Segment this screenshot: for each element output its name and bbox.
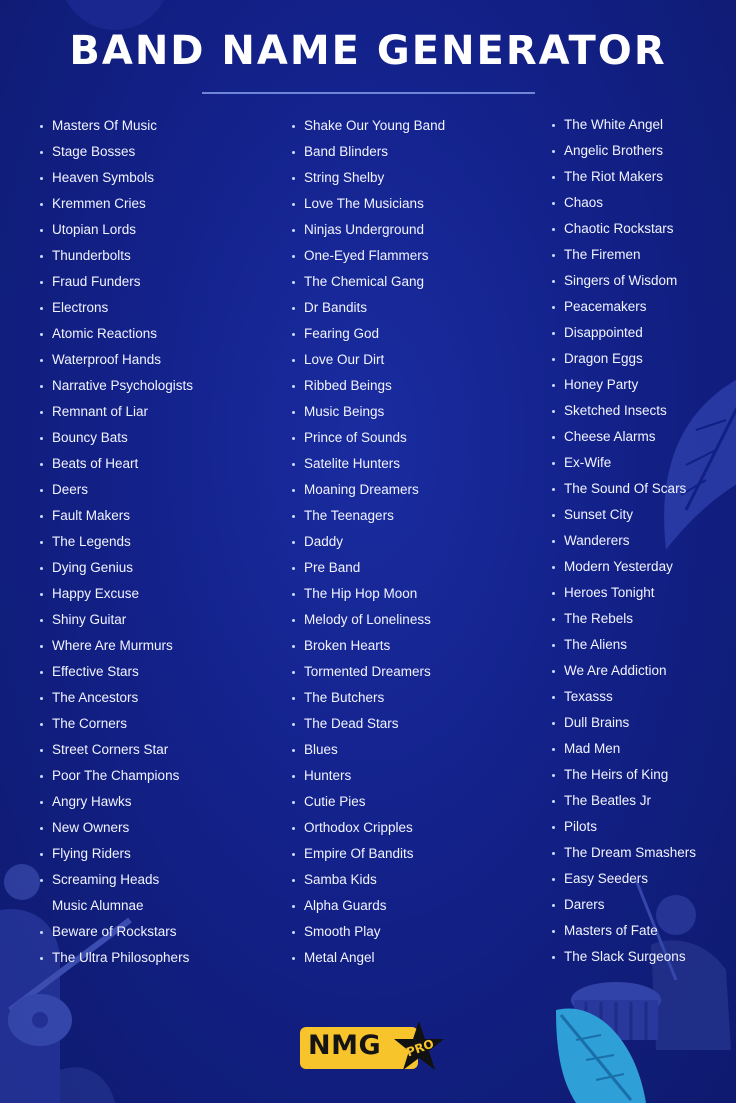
list-item: Prince of Sounds xyxy=(292,426,445,452)
list-item: Empire Of Bandits xyxy=(292,842,445,868)
list-item: Angry Hawks xyxy=(40,790,193,816)
logo-text: NMG xyxy=(308,1030,382,1061)
list-item: Ex-Wife xyxy=(552,451,696,477)
list-item: New Owners xyxy=(40,816,193,842)
list-item: Music Beings xyxy=(292,400,445,426)
list-item: Beats of Heart xyxy=(40,452,193,478)
list-item: Ninjas Underground xyxy=(292,218,445,244)
list-item: Masters Of Music xyxy=(40,114,193,140)
list-item: Mad Men xyxy=(552,737,696,763)
list-item: Shiny Guitar xyxy=(40,608,193,634)
list-item: Peacemakers xyxy=(552,295,696,321)
list-item: Orthodox Cripples xyxy=(292,816,445,842)
list-item: Street Corners Star xyxy=(40,738,193,764)
list-item: Chaos xyxy=(552,191,696,217)
list-item: Pilots xyxy=(552,815,696,841)
list-item: Beware of Rockstars xyxy=(40,920,193,946)
list-item: Atomic Reactions xyxy=(40,322,193,348)
list-item: Waterproof Hands xyxy=(40,348,193,374)
list-item: Masters of Fate xyxy=(552,919,696,945)
band-name-list-column-3 xyxy=(552,113,696,971)
list-item: The White Angel xyxy=(552,113,696,139)
list-item: Electrons xyxy=(40,296,193,322)
list-item: Screaming Heads xyxy=(40,868,193,894)
leaf-decoration-icon xyxy=(60,0,170,30)
list-item: Music Alumnae xyxy=(52,898,144,913)
list-item: Texasss xyxy=(552,685,696,711)
list-item: Cheese Alarms xyxy=(552,425,696,451)
list-item: Darers xyxy=(552,893,696,919)
page-title: BAND NAME GENERATOR xyxy=(69,28,667,74)
list-item: Fearing God xyxy=(292,322,445,348)
list-item: The Slack Surgeons xyxy=(552,945,696,971)
list-item: Kremmen Cries xyxy=(40,192,193,218)
list-item: Angelic Brothers xyxy=(552,139,696,165)
list-item: Easy Seeders xyxy=(552,867,696,893)
list-item: Alpha Guards xyxy=(292,894,445,920)
list-item: Utopian Lords xyxy=(40,218,193,244)
list-item: Disappointed xyxy=(552,321,696,347)
list-item: Narrative Psychologists xyxy=(40,374,193,400)
plant-leaf-icon xyxy=(556,1000,706,1103)
list-item: Honey Party xyxy=(552,373,696,399)
list-item: Heroes Tonight xyxy=(552,581,696,607)
list-item: Ribbed Beings xyxy=(292,374,445,400)
list-item: The Rebels xyxy=(552,607,696,633)
list-item: Daddy xyxy=(292,530,445,556)
list-item: The Butchers xyxy=(292,686,445,712)
list-item: The Heirs of King xyxy=(552,763,696,789)
title-divider xyxy=(202,92,535,94)
list-item: Deers xyxy=(40,478,193,504)
band-name-list-column-1 xyxy=(40,114,193,972)
list-item: The Legends xyxy=(40,530,193,556)
list-item: The Beatles Jr xyxy=(552,789,696,815)
list-item: Dull Brains xyxy=(552,711,696,737)
list-item: The Ultra Philosophers xyxy=(40,946,193,972)
list-item: Remnant of Liar xyxy=(40,400,193,426)
list-item: Thunderbolts xyxy=(40,244,193,270)
list-item: Sketched Insects xyxy=(552,399,696,425)
list-item: Moaning Dreamers xyxy=(292,478,445,504)
list-item: Where Are Murmurs xyxy=(40,634,193,660)
list-item: The Dream Smashers xyxy=(552,841,696,867)
logo-pro-badge: PRO xyxy=(404,1036,436,1060)
list-item: The Aliens xyxy=(552,633,696,659)
band-name-list-column-2 xyxy=(292,114,445,972)
list-item: One-Eyed Flammers xyxy=(292,244,445,270)
list-item: The Chemical Gang xyxy=(292,270,445,296)
list-item: Modern Yesterday xyxy=(552,555,696,581)
list-item: Bouncy Bats xyxy=(40,426,193,452)
list-item: Fault Makers xyxy=(40,504,193,530)
list-item: The Ancestors xyxy=(40,686,193,712)
list-item: Melody of Loneliness xyxy=(292,608,445,634)
list-item: The Riot Makers xyxy=(552,165,696,191)
list-item: Love The Musicians xyxy=(292,192,445,218)
list-item: Flying Riders xyxy=(40,842,193,868)
list-item: Hunters xyxy=(292,764,445,790)
list-item: String Shelby xyxy=(292,166,445,192)
list-item: Samba Kids xyxy=(292,868,445,894)
list-item: Metal Angel xyxy=(292,946,445,972)
list-item: Shake Our Young Band xyxy=(292,114,445,140)
list-item: Blues xyxy=(292,738,445,764)
list-item: Heaven Symbols xyxy=(40,166,193,192)
list-item: The Hip Hop Moon xyxy=(292,582,445,608)
list-item: Fraud Funders xyxy=(40,270,193,296)
list-item: Sunset City xyxy=(552,503,696,529)
list-item: Love Our Dirt xyxy=(292,348,445,374)
list-item: Broken Hearts xyxy=(292,634,445,660)
list-item: Dr Bandits xyxy=(292,296,445,322)
list-item: The Firemen xyxy=(552,243,696,269)
list-item: Singers of Wisdom xyxy=(552,269,696,295)
list-item: Happy Excuse xyxy=(40,582,193,608)
list-item: Effective Stars xyxy=(40,660,193,686)
list-item: The Corners xyxy=(40,712,193,738)
list-item: The Sound Of Scars xyxy=(552,477,696,503)
list-item: Wanderers xyxy=(552,529,696,555)
list-item: Tormented Dreamers xyxy=(292,660,445,686)
list-item: The Dead Stars xyxy=(292,712,445,738)
list-item: Poor The Champions xyxy=(40,764,193,790)
list-item: We Are Addiction xyxy=(552,659,696,685)
nmg-pro-logo xyxy=(298,1023,448,1073)
list-item: Cutie Pies xyxy=(292,790,445,816)
list-item: Chaotic Rockstars xyxy=(552,217,696,243)
list-item: Pre Band xyxy=(292,556,445,582)
list-item: Smooth Play xyxy=(292,920,445,946)
list-item: Stage Bosses xyxy=(40,140,193,166)
list-item: Dying Genius xyxy=(40,556,193,582)
list-item: The Teenagers xyxy=(292,504,445,530)
list-item: Band Blinders xyxy=(292,140,445,166)
list-item: Satelite Hunters xyxy=(292,452,445,478)
list-item: Dragon Eggs xyxy=(552,347,696,373)
